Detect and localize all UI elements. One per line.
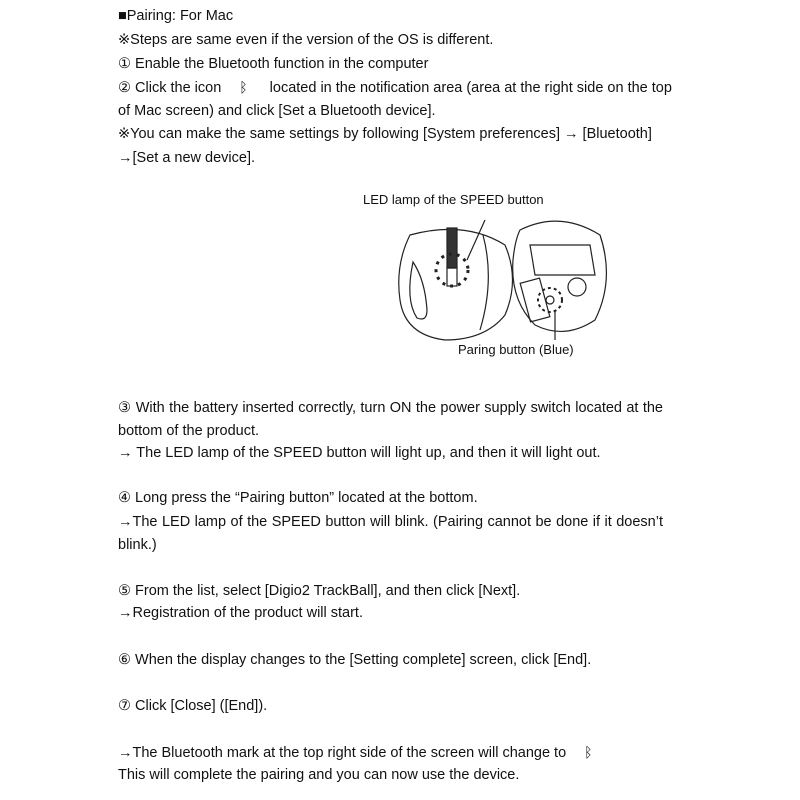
step-2-line-1 xyxy=(118,78,672,97)
final-line-2: This will complete the pairing and you can now use the device. xyxy=(118,767,520,783)
led-lamp-label: LED lamp of the SPEED button xyxy=(363,192,544,207)
step-4-line-2: →The LED lamp of the SPEED button will blink. (Pairing cannot be done if it doesn’t xyxy=(118,514,663,530)
bluetooth-icon: ᛒ xyxy=(584,744,593,760)
final-text: →The Bluetooth mark at the top right side of the screen will change to xyxy=(118,745,567,761)
section-heading: ■Pairing: For Mac xyxy=(118,8,234,24)
step-5-line-1: ⑤ From the list, select [Digio2 TrackBall], and then click [Next]. xyxy=(118,583,521,599)
note-2-line-2: →[Set a new device]. xyxy=(118,150,256,166)
trackball-mouse-illustration xyxy=(355,190,635,365)
step-3-line-3: → The LED lamp of the SPEED button will light up, and then it will light out. xyxy=(118,445,601,461)
step-7: ⑦ Click [Close] ([End]). xyxy=(118,698,268,714)
step-1: ① Enable the Bluetooth function in the computer xyxy=(118,56,429,72)
pairing-button-label: Paring button (Blue) xyxy=(458,342,574,357)
mouse-figure xyxy=(355,190,635,365)
step-6: ⑥ When the display changes to the [Setting complete] screen, click [End]. xyxy=(118,652,592,668)
note-2-line-1: ※You can make the same settings by following [System preferences] → [Bluetooth] xyxy=(118,126,652,142)
note-os-version: ※Steps are same even if the version of the OS is different. xyxy=(118,32,494,48)
final-line-1 xyxy=(118,743,615,762)
bluetooth-icon: ᛒ xyxy=(239,79,248,95)
step-2-line-2: of Mac screen) and click [Set a Bluetooth device]. xyxy=(118,103,436,119)
step-4-line-1: ④ Long press the “Pairing button” located at the bottom. xyxy=(118,490,478,506)
step-2-prefix: ② Click the icon xyxy=(118,80,222,96)
step-4-line-3: blink.) xyxy=(118,537,157,553)
step-3-line-2: bottom of the product. xyxy=(118,423,260,439)
step-3-line-1: ③ With the battery inserted correctly, turn ON the power supply switch located at the xyxy=(118,400,663,416)
step-5-line-2: →Registration of the product will start. xyxy=(118,605,363,621)
step-2-suffix: located in the notification area (area at the right side on the top xyxy=(269,80,672,96)
